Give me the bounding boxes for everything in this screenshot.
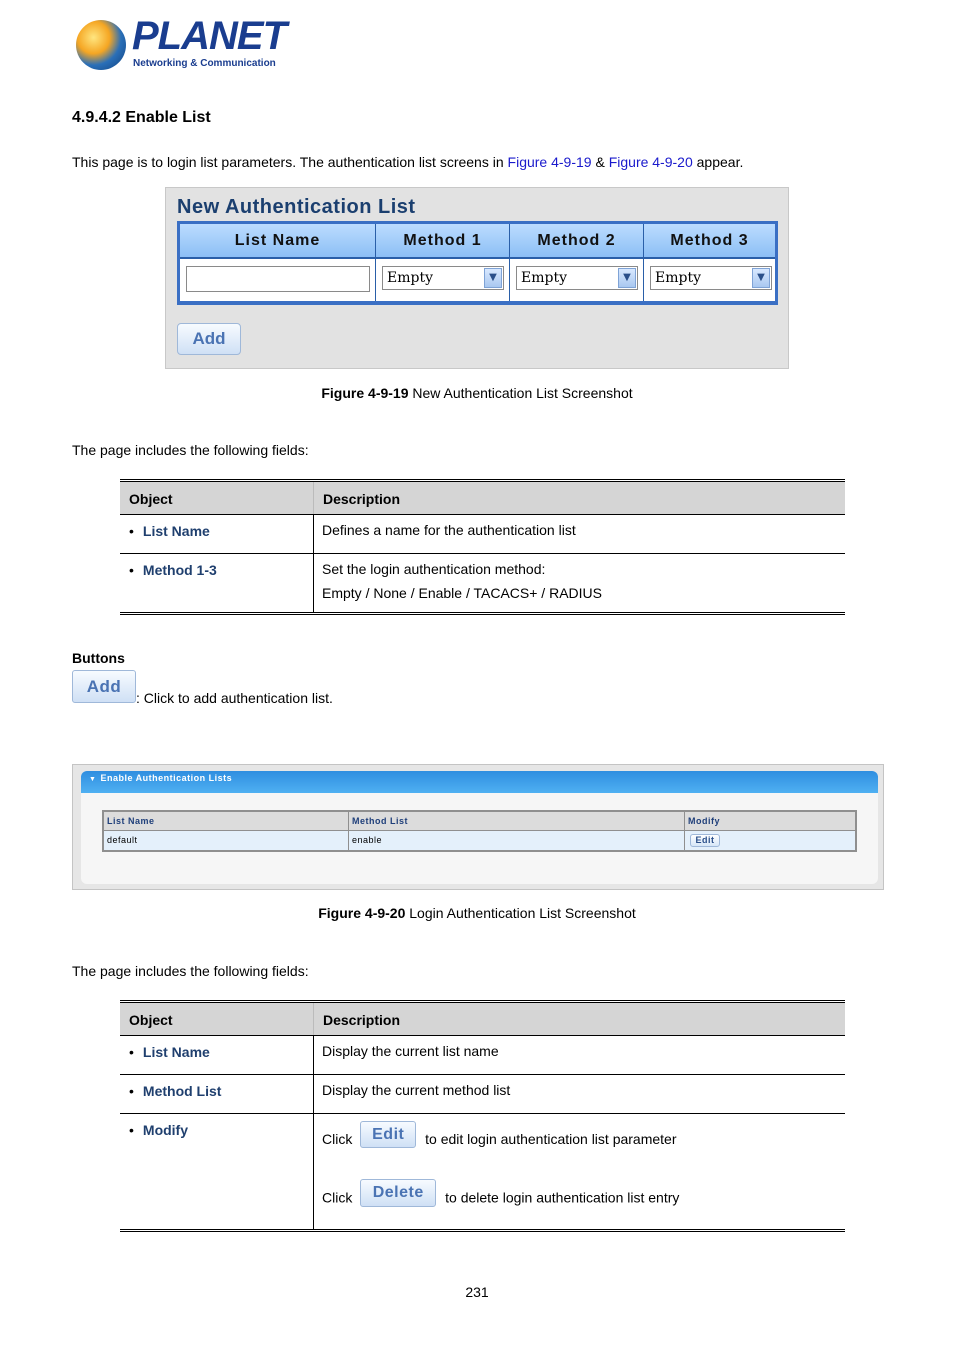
fields-intro-1: The page includes the following fields: xyxy=(72,442,309,458)
object-description xyxy=(314,1114,845,1229)
header-object: Object xyxy=(120,1003,314,1035)
new-list-table xyxy=(177,221,778,305)
header-description: Description xyxy=(323,491,401,507)
object-name: • Method List xyxy=(120,1075,314,1113)
object-description: Display the current list name xyxy=(322,1043,499,1059)
object-description: Display the current method list xyxy=(322,1082,511,1098)
cell-list-name: default xyxy=(104,831,349,850)
delete-line xyxy=(322,1185,679,1213)
col-method-3: Method 3 xyxy=(644,224,775,259)
figure-2-caption xyxy=(0,905,954,921)
intro-text-2: & xyxy=(591,154,609,170)
table-row xyxy=(120,1036,845,1075)
globe-icon xyxy=(76,20,126,70)
enable-authentication-lists-panel xyxy=(72,764,884,890)
add-button[interactable]: Add xyxy=(177,323,241,355)
fields-table-1 xyxy=(120,479,845,615)
figure-link-2[interactable]: Figure 4-9-20 xyxy=(608,154,693,170)
panel-title: New Authentication List xyxy=(177,196,416,218)
edit-line xyxy=(322,1127,677,1154)
cell-method-list: enable xyxy=(349,831,685,850)
figure-link-1[interactable]: Figure 4-9-19 xyxy=(507,154,592,170)
fields-table-2 xyxy=(120,1000,845,1232)
col-method-list: Method List xyxy=(349,812,685,830)
col-list-name: List Name xyxy=(180,224,376,259)
col-list-name: List Name xyxy=(104,812,349,830)
new-authentication-list-panel xyxy=(165,187,789,369)
delete-button[interactable]: Delete xyxy=(360,1179,436,1207)
table-row xyxy=(120,1114,845,1229)
table-row xyxy=(120,515,845,554)
chevron-down-icon: ▼ xyxy=(618,268,636,288)
page-number: 231 xyxy=(465,1284,489,1300)
click-text: Click xyxy=(322,1131,353,1148)
method-3-value: Empty xyxy=(655,270,701,286)
intro-text-1: This page is to login list parameters. The authentication list screens in xyxy=(72,154,508,170)
section-title: 4.9.4.2 Enable List xyxy=(72,109,211,126)
caption-text: Login Authentication List Screenshot xyxy=(405,905,636,921)
object-name: • List Name xyxy=(120,515,314,553)
delete-description: to delete login authentication list entry xyxy=(445,1189,680,1206)
table-row xyxy=(120,554,845,612)
buttons-heading: Buttons xyxy=(72,650,125,666)
caption-label: Figure 4-9-20 xyxy=(318,905,406,921)
cell-modify xyxy=(685,831,855,850)
object-name: • List Name xyxy=(120,1036,314,1074)
table-row xyxy=(120,1075,845,1114)
chevron-down-icon: ▼ xyxy=(484,268,502,288)
panel-header[interactable] xyxy=(81,771,878,793)
method-2-value: Empty xyxy=(521,270,567,286)
collapse-triangle-icon: ▼ xyxy=(89,776,97,783)
header-object: Object xyxy=(120,482,314,514)
fields-intro-2: The page includes the following fields: xyxy=(72,963,309,979)
list-name-input[interactable] xyxy=(186,266,370,292)
table-row xyxy=(104,831,855,850)
logo-tagline: Networking & Communication xyxy=(133,58,276,69)
auth-lists-table xyxy=(102,810,857,852)
object-name: • Method 1-3 xyxy=(120,554,314,612)
edit-button[interactable]: Edit xyxy=(690,834,720,847)
method-1-value: Empty xyxy=(387,270,433,286)
method-3-select[interactable] xyxy=(650,266,772,290)
method-1-select[interactable] xyxy=(382,266,504,290)
object-description: Defines a name for the authentication list xyxy=(322,522,576,538)
planet-logo xyxy=(76,14,286,74)
header-description: Description xyxy=(323,1012,401,1028)
caption-label: Figure 4-9-19 xyxy=(321,385,409,401)
method-2-select[interactable] xyxy=(516,266,638,290)
panel-title: Enable Authentication Lists xyxy=(100,773,233,783)
object-name: • Modify xyxy=(120,1114,314,1229)
caption-text: New Authentication List Screenshot xyxy=(408,385,633,401)
click-text: Click xyxy=(322,1189,353,1206)
add-button-description: : Click to add authentication list. xyxy=(136,690,333,706)
col-modify: Modify xyxy=(688,816,720,826)
add-button-sample[interactable]: Add xyxy=(72,670,136,703)
intro-text-3: appear. xyxy=(692,154,744,170)
col-method-1: Method 1 xyxy=(376,224,510,259)
edit-description: to edit login authentication list parameter xyxy=(425,1131,677,1148)
logo-brand: PLANET xyxy=(132,14,286,58)
edit-button[interactable]: Edit xyxy=(360,1121,416,1148)
col-method-2: Method 2 xyxy=(510,224,644,259)
intro-paragraph xyxy=(72,154,743,170)
description-line: Empty / None / Enable / TACACS+ / RADIUS xyxy=(322,585,602,601)
figure-1-caption xyxy=(0,385,954,401)
description-line: Set the login authentication method: xyxy=(322,561,546,577)
chevron-down-icon: ▼ xyxy=(752,268,770,288)
object-description xyxy=(314,554,845,612)
